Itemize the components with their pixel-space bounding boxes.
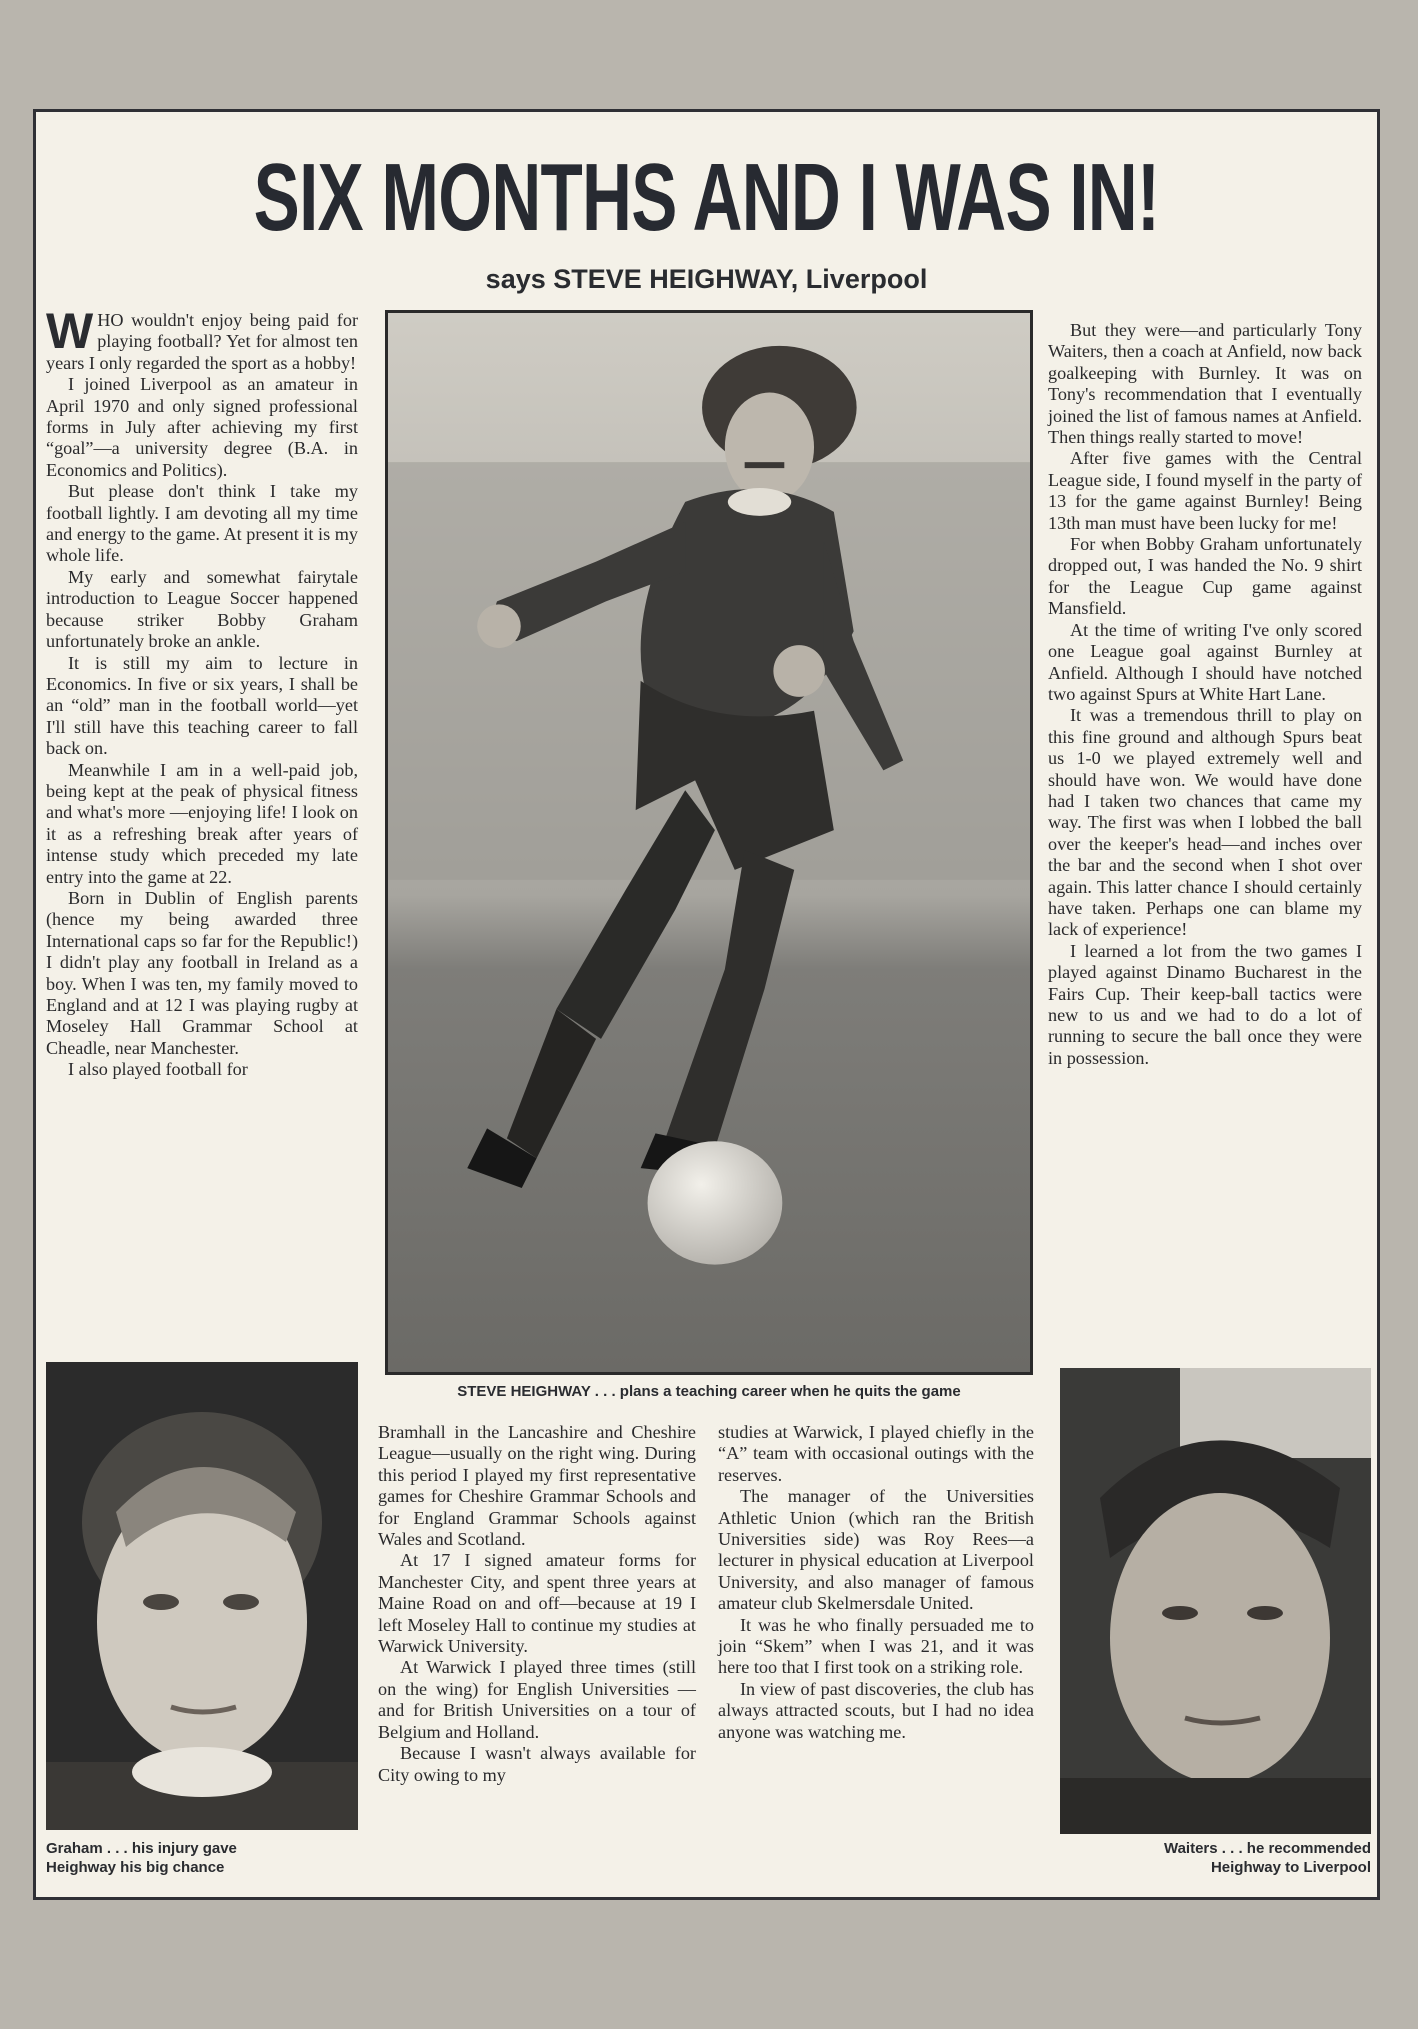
graham-caption: Graham . . . his injury gave Heighway his big chance: [46, 1840, 237, 1876]
paragraph: Born in Dublin of English parents (hence my being awarded three International caps so far for the Republic!) I didn't play any football in Ireland as a boy. When I was ten, my family moved to England and at 12 I was playing rugby at Moseley Hall Grammar School at Cheadle, near Manchester.: [46, 887, 358, 1058]
byline: says STEVE HEIGHWAY, Liverpool: [485, 264, 928, 294]
paragraph: It was a tremendous thrill to play on this fine ground and although Spurs beat us 1-0 we played extremely well and should have won. We would have done had I taken two chances that came my way. The first was when I lobbed the ball over the keeper's head—and inches over the bar and the second when I shot over again. This latter chance I should certainly have taken. Perhaps one can blame my lack of experience!: [1048, 705, 1362, 940]
right-column: [1048, 320, 1362, 1069]
paragraph: WHO wouldn't enjoy being paid for playing football? Yet for almost ten years I only regarded the sport as a hobby!: [46, 303, 358, 373]
paragraph: In view of past discoveries, the club has always attracted scouts, but I had no idea anyone was watching me.: [718, 1678, 1034, 1742]
footballer-photo-icon: [388, 313, 1030, 1372]
paragraph: I also played football for: [68, 1059, 248, 1080]
paragraph: It is still my aim to lecture in Economics. In five or six years, I shall be an “old” man in the football world—yet I'll still have this teaching career to fall back on.: [46, 652, 358, 759]
left-column: [46, 303, 358, 1081]
paragraph: For when Bobby Graham unfortunately dropped out, I was handed the No. 9 shirt for the League Cup game against Mansfield.: [1048, 534, 1362, 619]
paragraph: My early and somewhat fairytale introduction to League Soccer happened because striker Bobby Graham unfortunately broke an ankle.: [46, 566, 358, 652]
paragraph: But they were—and particularly Tony Waiters, then a coach at Anfield, now back goalkeeping with Burnley. It was on Tony's recommendation that I eventually joined the list of famous names at Anfield. Then things really started to move!: [1048, 320, 1362, 448]
paragraph: It was he who finally persuaded me to join “Skem” when I was 21, and it was here too that I first took on a striking role.: [718, 1614, 1034, 1678]
paragraph: At the time of writing I've only scored one League goal against Burnley at Anfield. Although I should have notched two against Spurs at White Hart Lane.: [1048, 619, 1362, 704]
main-photo: [385, 310, 1033, 1375]
paragraph: I joined Liverpool as an amateur in April 1970 and only signed professional forms in July after achieving my first “goal”—a university degree (B.A. in Economics and Politics).: [46, 374, 358, 480]
paragraph: I learned a lot from the two games I played against Dinamo Bucharest in the Fairs Cup. Their keep-ball tactics were new to us and we had to do a lot of running to secure the ball once they were in possession.: [1048, 940, 1362, 1068]
paragraph: The manager of the Universities Athletic Union (which ran the British Universities side) was Roy Rees—a lecturer in physical education at Liverpool University, and also manager of famous amateur club Skelmersdale United.: [718, 1486, 1034, 1614]
paragraph: Because I wasn't always available for City owing to my: [378, 1743, 696, 1785]
paragraph: Bramhall in the Lancashire and Cheshire League—usually on the right wing. During this period I played my first representative games for Cheshire Grammar Schools and for England Grammar Schools against Wales and Scotland.: [378, 1422, 696, 1550]
paragraph: After five games with the Central League side, I found myself in the party of 13 for the game against Burnley! Being 13th man must have been lucky for me!: [1048, 448, 1362, 533]
waiters-photo: [1060, 1368, 1371, 1834]
headline: SIX MONTHS AND I WAS IN!: [253, 144, 1160, 251]
waiters-portrait-icon: [1060, 1368, 1371, 1834]
paragraph: At Warwick I played three times (still on the wing) for English Universities — and for British Universities on a tour of Belgium and Holland.: [378, 1657, 696, 1742]
bottom-middle-left-column: [378, 1422, 696, 1786]
paragraph: studies at Warwick, I played chiefly in the “A” team with occasional outings with the reserves.: [718, 1422, 1034, 1485]
main-photo-caption: STEVE HEIGHWAY . . . plans a teaching career when he quits the game: [457, 1383, 961, 1400]
graham-portrait-icon: [46, 1362, 358, 1830]
magazine-page: [33, 109, 1380, 1900]
waiters-caption: Waiters . . . he recommended Heighway to Liverpool: [1163, 1840, 1371, 1876]
graham-photo: [46, 1362, 358, 1830]
paragraph: Meanwhile I am in a well-paid job, being kept at the peak of physical fitness and what's more —enjoying life! I look on it as a refreshing break after years of intense study which preceded my late entry into the game at 22.: [46, 759, 358, 887]
paragraph: At 17 I signed amateur forms for Manchester City, and spent three years at Maine Road on and off—because at 19 I left Moseley Hall to continue my studies at Warwick University.: [378, 1550, 696, 1657]
bottom-middle-right-column: [718, 1422, 1034, 1743]
drop-cap: W: [46, 303, 94, 359]
paragraph: But please don't think I take my football lightly. I am devoting all my time and energy to the game. At present it is my whole life.: [46, 481, 358, 566]
